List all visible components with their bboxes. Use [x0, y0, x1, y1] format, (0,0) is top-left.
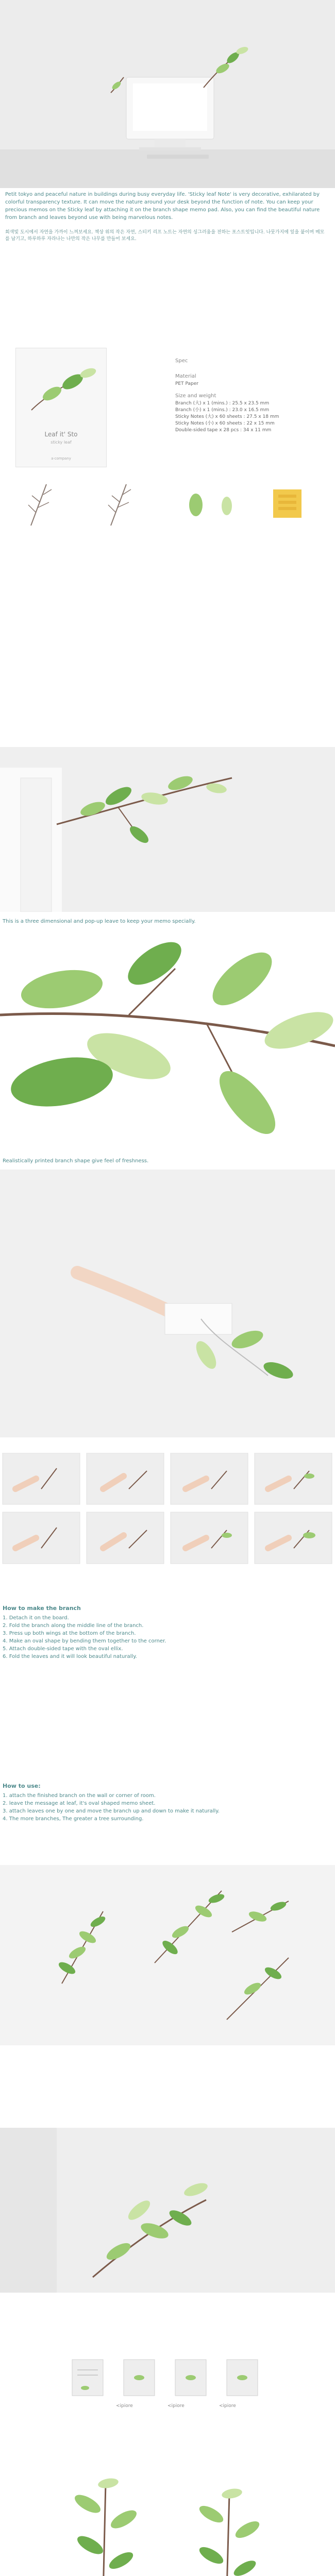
- howto-branch-step-3: 3. Press up both wings at the bottom of the branch.: [3, 1631, 136, 1636]
- size-label: Size and weight: [175, 393, 216, 399]
- wall-branches-illustration: [0, 1865, 335, 2045]
- stand-label-3: <ipiore: [219, 2403, 236, 2409]
- size-line-2: Sticky Notes (大) x 60 sheets : 27.5 x 18 mm: [175, 414, 279, 419]
- cover-brand: a·company: [51, 456, 71, 461]
- material-value: PET Paper: [175, 381, 198, 386]
- product-cover: [15, 348, 107, 467]
- stand-shapes-illustration: [0, 2344, 335, 2421]
- cover-subtitle: sticky leaf: [51, 440, 72, 445]
- corner-branch-illustration: [0, 2128, 335, 2293]
- size-line-4: Double-sided tape x 28 pcs : 34 x 11 mm: [175, 428, 272, 433]
- product-section: [0, 289, 335, 536]
- potted-branches-illustration: [0, 2452, 335, 2576]
- howto-use-step-2: 2. leave the message at leaf, it's oval shaped memo sheet.: [3, 1801, 156, 1806]
- wall-branches-photo: [0, 1865, 335, 2045]
- howto-use-step-1: 1. attach the finished branch on the wall or corner of room.: [3, 1793, 156, 1799]
- closeup-leaves-photo: [0, 927, 335, 1151]
- howto-branch-step-4: 4. Make an oval shape by bending them together to the corner.: [3, 1638, 166, 1644]
- specs-block: [175, 358, 325, 461]
- leaf-note-small: [222, 497, 232, 515]
- cover-title: Leaf it' Sto: [44, 431, 78, 438]
- howto-use-step-4: 4. The more branches, The greater a tree surrounding.: [3, 1816, 144, 1822]
- components-illustration: [0, 474, 335, 536]
- stand-label-2: <ipiore: [167, 2403, 185, 2409]
- closeup-leaves-illustration: [0, 927, 335, 1151]
- hand-leaf-illustration: [0, 1170, 335, 1437]
- size-line-0: Branch (大) x 1 (mins.) : 25.5 x 23.5 mm: [175, 401, 270, 406]
- intro-korean: 회색빛 도시에서 자연을 가까이 느껴보세요. 책상 위의 작은 자연, 스티키 리프 노트는 자연의 싱그러움을 전하는 포스트잇입니다. 나뭇가지에 잎을 붙이며 메모를 남기고, 하루하루 자라나는 나만의 작은 나무를 만들어 보세요.: [5, 230, 325, 242]
- branch-large-shape: [28, 484, 52, 526]
- caption-branch-material: Realistically printed branch shape give feel of freshness.: [3, 1158, 149, 1164]
- potted-branches-photo: [0, 2452, 335, 2576]
- howto-branch-step-5: 5. Attach double-sided tape with the oval ellix.: [3, 1646, 123, 1652]
- caption-2: [0, 1154, 335, 1170]
- size-line-1: Branch (小) x 1 (mins.) : 23.0 x 16.5 mm: [175, 408, 270, 413]
- intro-section: [0, 191, 335, 286]
- stand-shapes-section: [0, 2344, 335, 2442]
- howto-branch-step-2: 2. Fold the branch along the middle line of the branch.: [3, 1623, 144, 1629]
- cover-leaf-illustration: [16, 348, 106, 426]
- howto-branch-section: [0, 1605, 335, 1672]
- spec-label: Spec: [175, 358, 188, 364]
- corner-branch-photo: [0, 2128, 335, 2293]
- hero-photo: [0, 0, 335, 188]
- howto-branch-title: How to make the branch: [3, 1605, 81, 1612]
- stand-label-1: <ipiore: [116, 2403, 133, 2409]
- howto-use-section: [0, 1783, 335, 1834]
- intro-english: Petit tokyo and peaceful nature in buildings during busy everyday life. 'Sticky leaf Note' is very decorative, exhilarated by colorful transparency texture. It can move the nature around your desk beyond the function of note. You can keep your precious memos on the Sticky leaf by attaching it on the branch shape memo pad. Also, you can find the beautiful nature from branch and leaves beyond use with being marvelous notes.: [5, 192, 320, 221]
- howto-branch-step-1: 1. Detach it on the board.: [3, 1615, 69, 1621]
- leaf-note-large: [189, 494, 203, 516]
- hand-leaf-photo: [0, 1170, 335, 1437]
- caption-hand-drawn: This is a three dimensional and pop-up leave to keep your memo specially.: [3, 919, 196, 924]
- size-line-3: Sticky Notes (小) x 60 sheets : 22 x 15 mm: [175, 421, 275, 426]
- box-branch-photo: [0, 747, 335, 912]
- howto-use-step-3: 3. attach leaves one by one and move the branch up and down to make it naturally.: [3, 1808, 220, 1814]
- howto-use-title: How to use:: [3, 1783, 41, 1789]
- branch-small-shape: [108, 484, 131, 526]
- howto-branch-step-6: 6. Fold the leaves and it will look beautiful naturally.: [3, 1654, 137, 1659]
- material-label: Material: [175, 374, 196, 379]
- desk-monitor-illustration: [0, 0, 335, 188]
- box-branch-illustration: [0, 747, 335, 912]
